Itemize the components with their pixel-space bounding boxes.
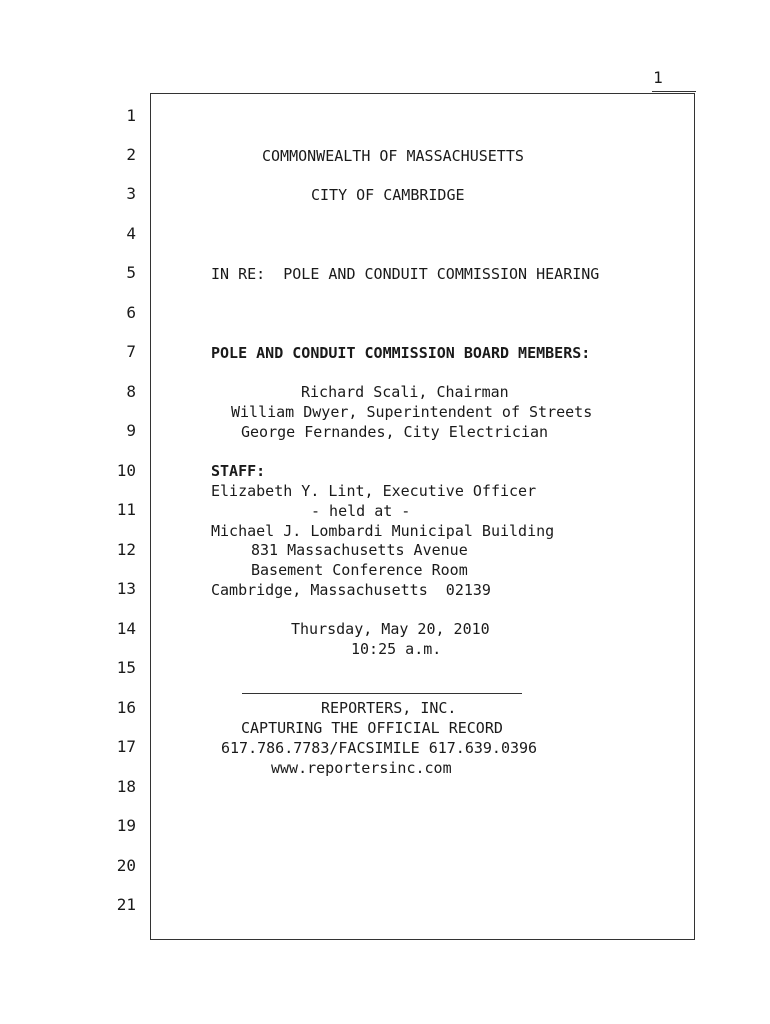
- line-number: 1: [126, 106, 136, 125]
- line-number: 11: [116, 500, 136, 519]
- in-re-line: IN RE: POLE AND CONDUIT COMMISSION HEARING: [211, 265, 600, 283]
- reporter-tagline: CAPTURING THE OFFICIAL RECORD: [241, 719, 503, 737]
- held-at-line: - held at -: [311, 502, 411, 520]
- reporter-phone: 617.786.7783/FACSIMILE 617.639.0396: [221, 739, 538, 757]
- line-number: 2: [126, 145, 136, 164]
- line-number: 20: [116, 856, 136, 875]
- line-number: 19: [116, 816, 136, 835]
- hearing-date: Thursday, May 20, 2010: [291, 620, 490, 638]
- line-number: 7: [126, 342, 136, 361]
- line-number: 15: [116, 658, 136, 677]
- staff-heading: STAFF:: [211, 462, 266, 480]
- line-number: 17: [116, 737, 136, 756]
- line-number: 21: [116, 895, 136, 914]
- reporter-name: REPORTERS, INC.: [321, 699, 457, 717]
- line-number: 16: [116, 698, 136, 717]
- line-number: 4: [126, 224, 136, 243]
- page-number: 1: [653, 68, 663, 87]
- room-name: Basement Conference Room: [251, 561, 468, 579]
- board-members-heading: POLE AND CONDUIT COMMISSION BOARD MEMBERS:: [211, 344, 591, 362]
- page-number-rule: [652, 91, 696, 92]
- reporter-divider: [242, 693, 522, 694]
- line-number: 8: [126, 382, 136, 401]
- city-zip: Cambridge, Massachusetts 02139: [211, 581, 491, 599]
- line-number: 9: [126, 421, 136, 440]
- street-address: 831 Massachusetts Avenue: [251, 541, 468, 559]
- line-number: 12: [116, 540, 136, 559]
- reporter-website: www.reportersinc.com: [271, 759, 452, 777]
- board-member: Richard Scali, Chairman: [301, 383, 509, 401]
- staff-member: Elizabeth Y. Lint, Executive Officer: [211, 482, 537, 500]
- commonwealth-heading: COMMONWEALTH OF MASSACHUSETTS: [262, 147, 524, 165]
- line-number: 13: [116, 579, 136, 598]
- hearing-time: 10:25 a.m.: [351, 640, 442, 658]
- building-name: Michael J. Lombardi Municipal Building: [211, 522, 555, 540]
- line-number: 6: [126, 303, 136, 322]
- board-member: William Dwyer, Superintendent of Streets: [231, 403, 593, 421]
- line-number: 10: [116, 461, 136, 480]
- line-number: 14: [116, 619, 136, 638]
- transcript-frame: [150, 93, 695, 940]
- line-number: 5: [126, 263, 136, 282]
- board-member: George Fernandes, City Electrician: [241, 423, 549, 441]
- line-number: 18: [116, 777, 136, 796]
- city-heading: CITY OF CAMBRIDGE: [311, 186, 465, 204]
- line-number: 3: [126, 184, 136, 203]
